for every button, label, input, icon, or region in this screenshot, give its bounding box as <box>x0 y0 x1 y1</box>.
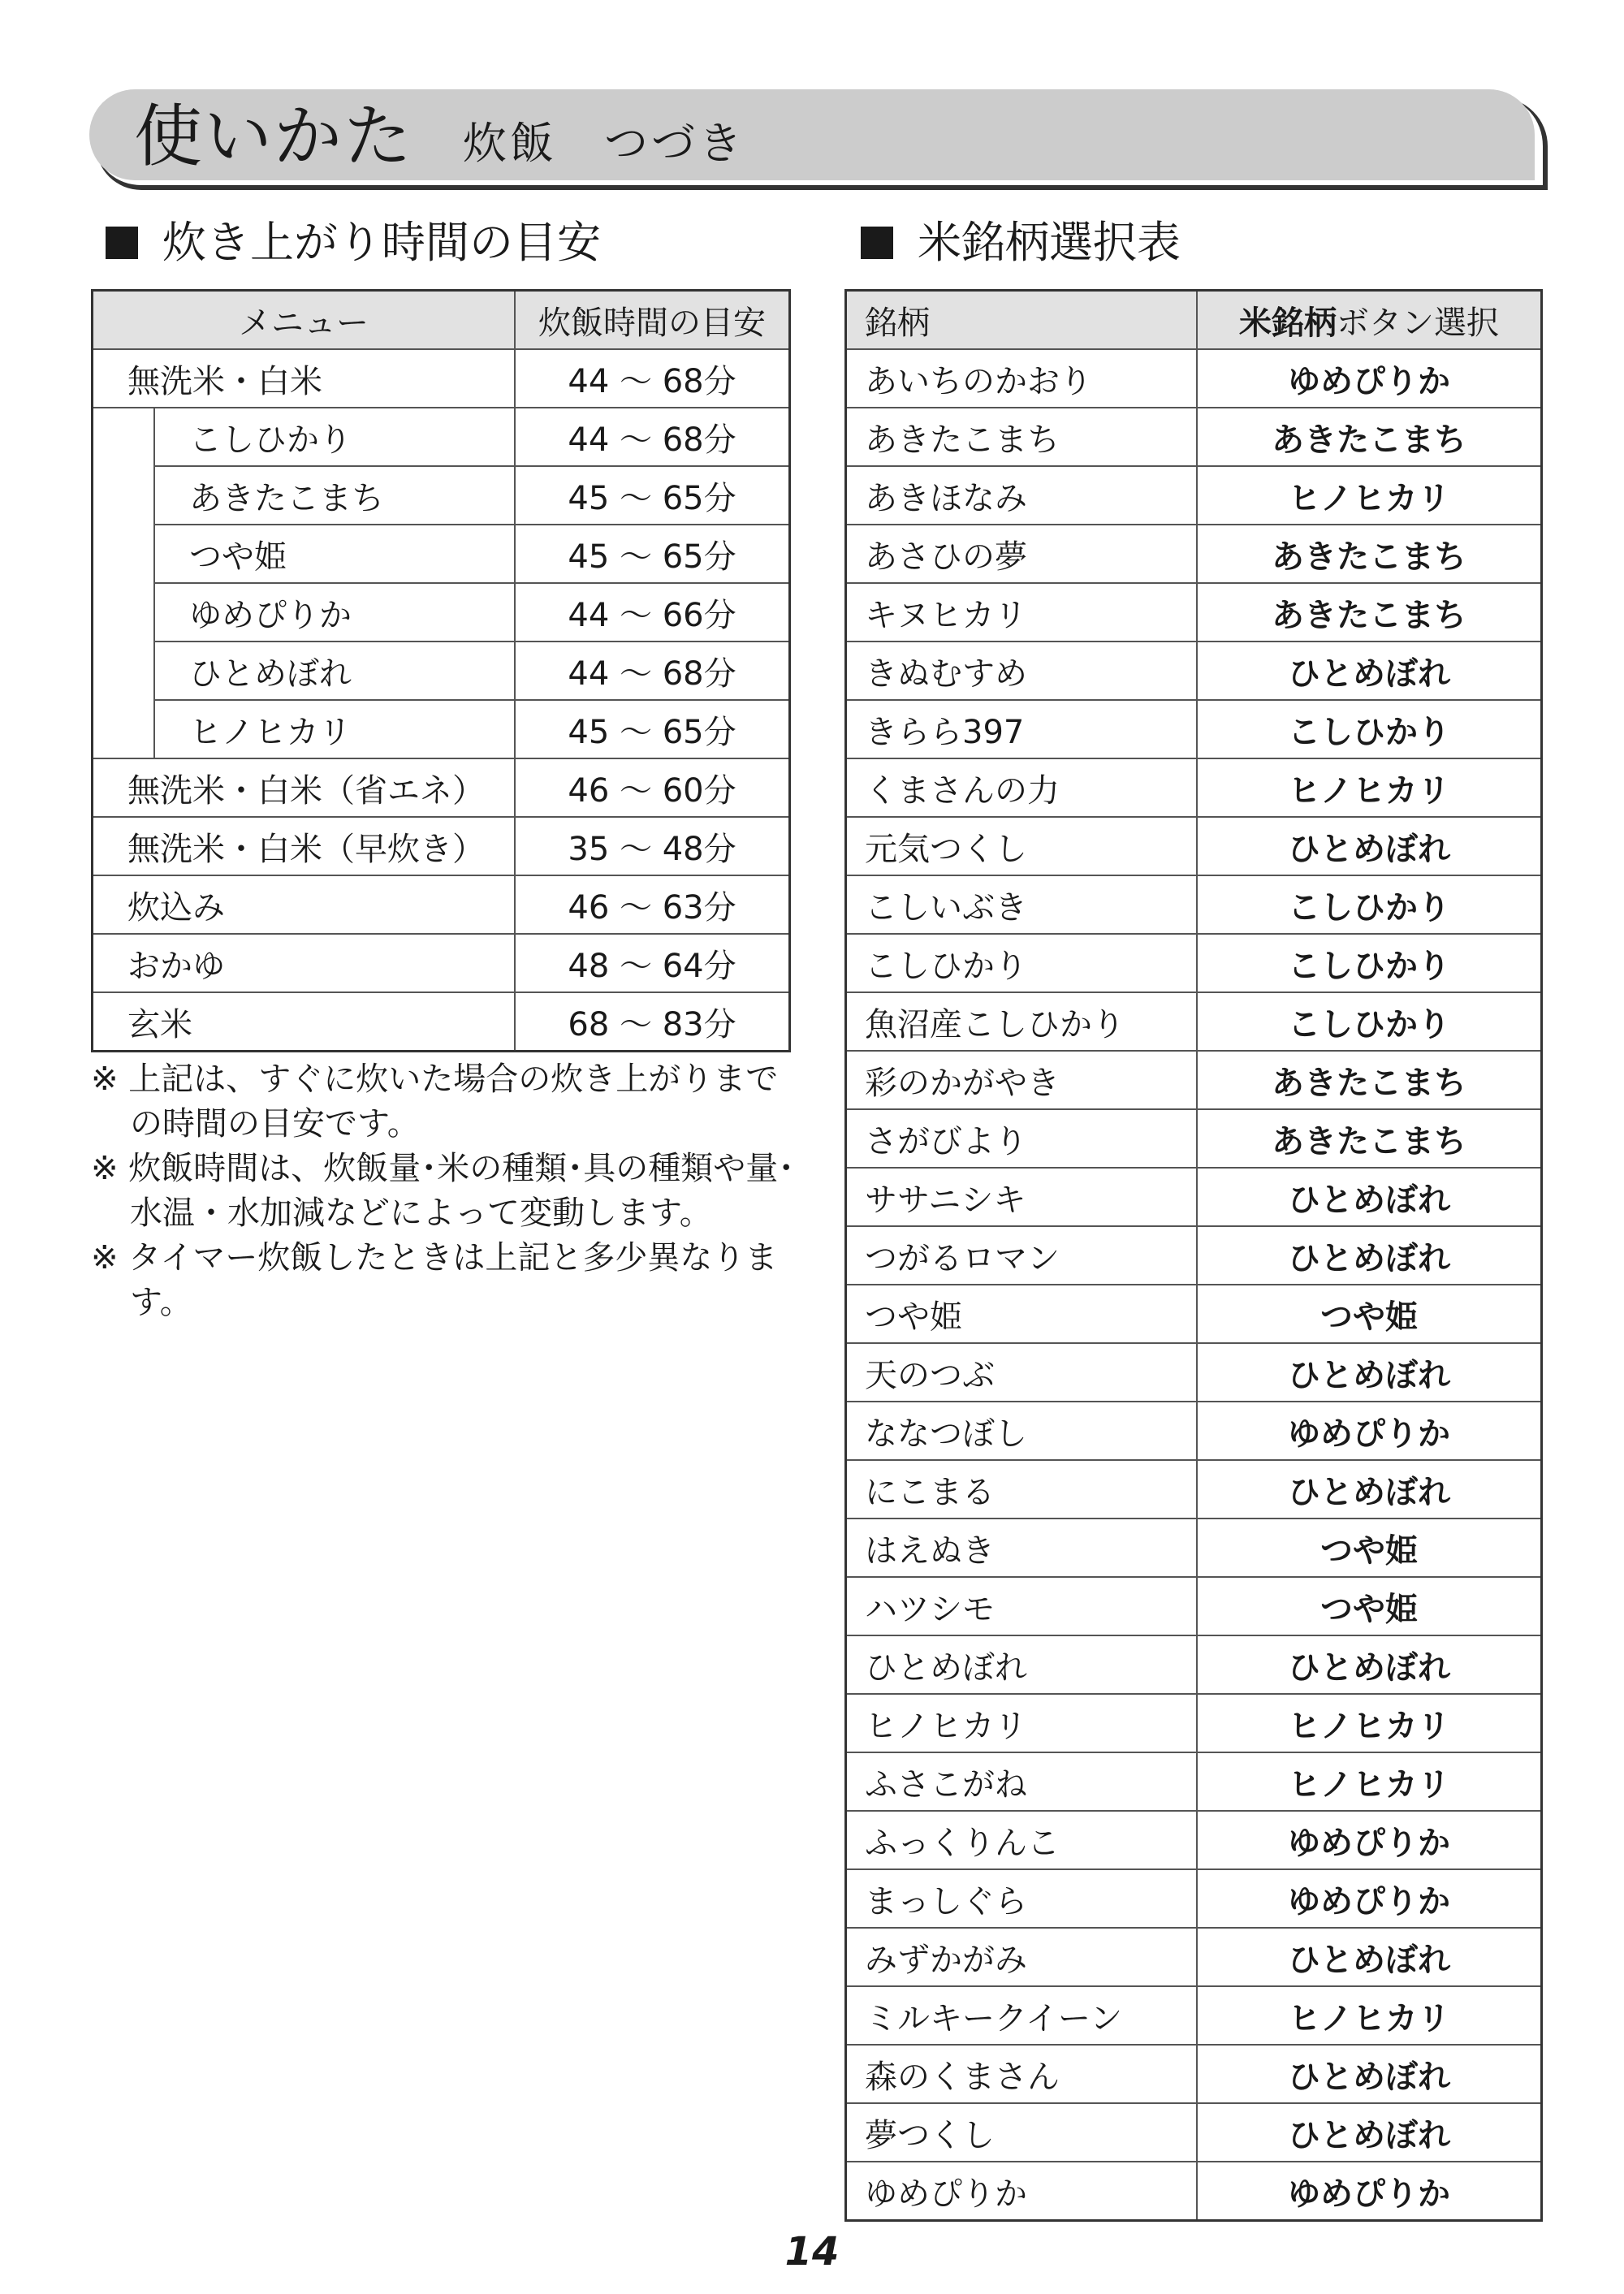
time-cell: 68 ～ 83分 <box>515 992 790 1052</box>
table-row <box>846 1226 1542 1285</box>
indent-gutter <box>93 466 155 525</box>
table-row <box>93 408 790 466</box>
button-select-cell: あきたこまち <box>1197 1051 1542 1109</box>
brand-cell: キヌヒカリ <box>846 583 1198 642</box>
button-select-cell: ヒノヒカリ <box>1197 1752 1542 1811</box>
button-select-cell: ひとめぼれ <box>1197 1226 1542 1285</box>
table-row <box>93 992 790 1052</box>
note-item: ※ タイマー炊飯したときは上記と多少異なります。 <box>91 1239 778 1321</box>
table-row <box>846 1168 1542 1226</box>
table-row <box>846 1577 1542 1635</box>
brand-cell: あさひの夢 <box>846 525 1198 583</box>
button-select-cell: こしひかり <box>1197 992 1542 1051</box>
button-select-cell: あきたこまち <box>1197 583 1542 642</box>
button-select-cell: ゆめぴりか <box>1197 1869 1542 1928</box>
time-cell: 44 ～ 68分 <box>515 349 790 408</box>
section-brand-select <box>861 214 1181 271</box>
menu-cell: ひとめぼれ <box>154 642 515 700</box>
brand-cell: ミルキークイーン <box>846 1986 1198 2045</box>
button-select-cell: あきたこまち <box>1197 1109 1542 1168</box>
time-cell: 46 ～ 60分 <box>515 758 790 817</box>
button-select-cell: ひとめぼれ <box>1197 1460 1542 1519</box>
button-select-cell: こしひかり <box>1197 700 1542 758</box>
table-row <box>846 817 1542 875</box>
page-subtitle: 炊飯 つづき <box>463 118 745 169</box>
brand-cell: みずかがみ <box>846 1928 1198 1986</box>
indent-gutter <box>93 583 155 642</box>
button-select-cell: ひとめぼれ <box>1197 1928 1542 1986</box>
section-brand-select-title: 米銘柄選択表 <box>918 217 1181 268</box>
table-row <box>846 1343 1542 1402</box>
table-row <box>846 1869 1542 1928</box>
brand-select-table <box>844 289 1543 2222</box>
table-row <box>846 1811 1542 1869</box>
table-row <box>846 408 1542 466</box>
indent-gutter <box>93 408 155 466</box>
button-select-cell: ゆめぴりか <box>1197 1402 1542 1460</box>
button-select-cell: ひとめぼれ <box>1197 642 1542 700</box>
col-header-menu: メニュー <box>93 291 516 350</box>
button-select-cell: つや姫 <box>1197 1577 1542 1635</box>
brand-cell: こしひかり <box>846 934 1198 992</box>
menu-cell: 玄米 <box>93 992 516 1052</box>
col-header-brand: 銘柄 <box>846 291 1198 350</box>
table-row <box>846 992 1542 1051</box>
brand-cell: ササニシキ <box>846 1168 1198 1226</box>
col-header-button <box>1197 291 1542 350</box>
brand-cell: ひとめぼれ <box>846 1635 1198 1694</box>
col-header-button-bold: 米銘柄 <box>1239 304 1337 342</box>
button-select-cell: あきたこまち <box>1197 525 1542 583</box>
menu-cell: ゆめぴりか <box>154 583 515 642</box>
brand-cell: ななつぼし <box>846 1402 1198 1460</box>
square-bullet-icon <box>106 227 138 259</box>
brand-cell: 森のくまさん <box>846 2045 1198 2103</box>
table-row <box>846 525 1542 583</box>
button-select-cell: こしひかり <box>1197 934 1542 992</box>
brand-cell: ふっくりんこ <box>846 1811 1198 1869</box>
cooking-time-table <box>91 289 791 1052</box>
page-number: 14 <box>784 2229 840 2275</box>
table-row <box>846 1928 1542 1986</box>
time-cell: 48 ～ 64分 <box>515 934 790 992</box>
col-header-time: 炊飯時間の目安 <box>515 291 790 350</box>
table-row <box>93 700 790 758</box>
menu-cell: あきたこまち <box>154 466 515 525</box>
menu-cell: おかゆ <box>93 934 516 992</box>
menu-cell: 無洗米・白米（早炊き） <box>93 817 516 875</box>
time-cell: 44 ～ 68分 <box>515 642 790 700</box>
button-select-cell: ヒノヒカリ <box>1197 1986 1542 2045</box>
table-row <box>846 2045 1542 2103</box>
section-cooking-time-title: 炊き上がり時間の目安 <box>162 217 601 268</box>
table-row <box>846 2162 1542 2221</box>
table-row <box>93 525 790 583</box>
table-row <box>846 1694 1542 1752</box>
table-row <box>846 1460 1542 1519</box>
time-cell: 45 ～ 65分 <box>515 700 790 758</box>
menu-cell: ヒノヒカリ <box>154 700 515 758</box>
indent-gutter <box>93 642 155 700</box>
brand-cell: あきほなみ <box>846 466 1198 525</box>
table-row <box>846 758 1542 817</box>
brand-cell: 元気つくし <box>846 817 1198 875</box>
table-row <box>846 700 1542 758</box>
brand-cell: つがるロマン <box>846 1226 1198 1285</box>
time-cell: 46 ～ 63分 <box>515 875 790 934</box>
button-select-cell: ひとめぼれ <box>1197 1168 1542 1226</box>
brand-cell: まっしぐら <box>846 1869 1198 1928</box>
table-row <box>93 817 790 875</box>
notes <box>91 1057 806 1325</box>
brand-cell: ハツシモ <box>846 1577 1198 1635</box>
table-row <box>846 875 1542 934</box>
table-row <box>846 1986 1542 2045</box>
table-row <box>93 466 790 525</box>
brand-cell: 彩のかがやき <box>846 1051 1198 1109</box>
button-select-cell: ひとめぼれ <box>1197 1635 1542 1694</box>
time-cell: 45 ～ 65分 <box>515 466 790 525</box>
col-header-button-rest: ボタン選択 <box>1337 304 1499 342</box>
button-select-cell: あきたこまち <box>1197 408 1542 466</box>
note-item: ※ 上記は、すぐに炊いた場合の炊き上がりまでの時間の目安です。 <box>91 1061 779 1143</box>
table-row <box>846 1635 1542 1694</box>
table-row <box>93 934 790 992</box>
page-title: 使いかた <box>134 97 414 176</box>
time-cell: 45 ～ 65分 <box>515 525 790 583</box>
button-select-cell: ゆめぴりか <box>1197 2162 1542 2221</box>
brand-cell: さがびより <box>846 1109 1198 1168</box>
button-select-cell: ヒノヒカリ <box>1197 758 1542 817</box>
menu-cell: 無洗米・白米（省エネ） <box>93 758 516 817</box>
brand-cell: きらら397 <box>846 700 1198 758</box>
square-bullet-icon <box>861 227 893 259</box>
button-select-cell: ひとめぼれ <box>1197 817 1542 875</box>
button-select-cell: ひとめぼれ <box>1197 1343 1542 1402</box>
brand-cell: ふさこがね <box>846 1752 1198 1811</box>
button-select-cell: ヒノヒカリ <box>1197 466 1542 525</box>
menu-cell: こしひかり <box>154 408 515 466</box>
table-row <box>846 642 1542 700</box>
time-cell: 35 ～ 48分 <box>515 817 790 875</box>
table-row <box>846 2103 1542 2162</box>
brand-cell: 夢つくし <box>846 2103 1198 2162</box>
table-row <box>93 875 790 934</box>
brand-cell: あいちのかおり <box>846 349 1198 408</box>
table-row <box>846 1402 1542 1460</box>
brand-cell: はえぬき <box>846 1519 1198 1577</box>
brand-cell: ゆめぴりか <box>846 2162 1198 2221</box>
table-row <box>846 934 1542 992</box>
table-row <box>846 1109 1542 1168</box>
button-select-cell: つや姫 <box>1197 1285 1542 1343</box>
menu-cell: 無洗米・白米 <box>93 349 516 408</box>
table-row <box>93 642 790 700</box>
table-row <box>846 1285 1542 1343</box>
brand-cell: つや姫 <box>846 1285 1198 1343</box>
button-select-cell: つや姫 <box>1197 1519 1542 1577</box>
brand-table-body <box>846 349 1542 2221</box>
table-row <box>93 583 790 642</box>
brand-cell: くまさんの力 <box>846 758 1198 817</box>
time-cell: 44 ～ 68分 <box>515 408 790 466</box>
section-cooking-time <box>106 214 601 271</box>
brand-cell: 天のつぶ <box>846 1343 1198 1402</box>
table-row <box>93 758 790 817</box>
indent-gutter <box>93 525 155 583</box>
table-row <box>846 1051 1542 1109</box>
time-cell: 44 ～ 66分 <box>515 583 790 642</box>
table-row <box>846 466 1542 525</box>
button-select-cell: ゆめぴりか <box>1197 1811 1542 1869</box>
indent-gutter <box>93 700 155 758</box>
table-header-row <box>846 291 1542 350</box>
menu-cell: 炊込み <box>93 875 516 934</box>
button-select-cell: ヒノヒカリ <box>1197 1694 1542 1752</box>
button-select-cell: ゆめぴりか <box>1197 349 1542 408</box>
brand-cell: にこまる <box>846 1460 1198 1519</box>
table-row <box>846 1519 1542 1577</box>
brand-cell: 魚沼産こしひかり <box>846 992 1198 1051</box>
brand-cell: あきたこまち <box>846 408 1198 466</box>
table-header-row <box>93 291 790 350</box>
note-item: ※ 炊飯時間は、炊飯量･米の種類･具の種類や量･水温・水加減などによって変動します。 <box>91 1150 795 1232</box>
menu-cell: つや姫 <box>154 525 515 583</box>
button-select-cell: ひとめぼれ <box>1197 2103 1542 2162</box>
button-select-cell: ひとめぼれ <box>1197 2045 1542 2103</box>
table-row <box>846 583 1542 642</box>
table-row <box>93 349 790 408</box>
brand-cell: きぬむすめ <box>846 642 1198 700</box>
table-row <box>846 1752 1542 1811</box>
table-row <box>846 349 1542 408</box>
brand-cell: ヒノヒカリ <box>846 1694 1198 1752</box>
button-select-cell: こしひかり <box>1197 875 1542 934</box>
brand-cell: こしいぶき <box>846 875 1198 934</box>
